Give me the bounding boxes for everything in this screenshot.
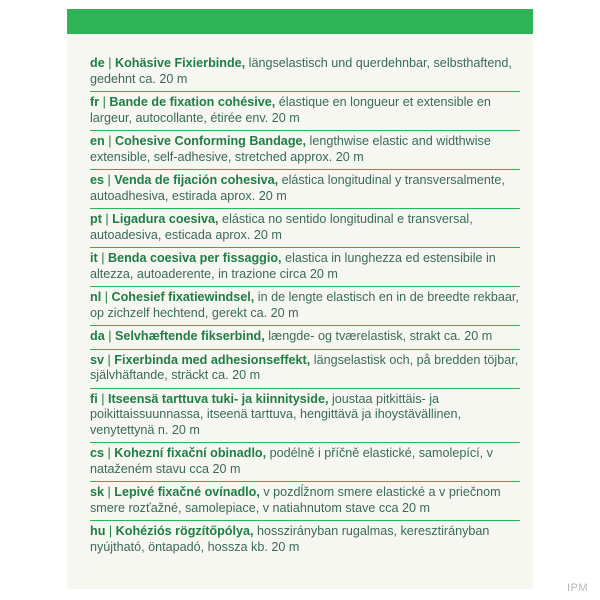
product-name: Kohezní fixační obinadlo, [114,446,267,460]
product-description: joustaa pitkittäis- ja poikittaissuunnassa, itseenä tarttuva, hengittävä ja ihoystävällinen, venytettynä n. 20 m [90,391,462,437]
language-entry-da [90,326,520,350]
product-name: Cohesive Conforming Bandage, [114,134,307,148]
product-description: podélně i příčně elastické, samolepící, v nataženém stavu cca 20 m [90,446,493,476]
product-name: Ligadura coesiva, [112,212,219,226]
language-entry-sk [90,482,520,521]
language-code: nl [90,290,102,304]
product-description: hosszirányban rugalmas, keresztirányban nyújtható, öntapadó, hossza kb. 20 m [90,524,490,554]
watermark: IPM [566,582,588,594]
language-entry-hu [90,521,520,559]
language-entry-it [90,248,520,287]
product-name: Cohesief fixatiewindsel, [111,290,255,304]
language-code: da [90,329,105,343]
green-header-bar [67,9,533,34]
language-code: sk [90,485,105,499]
product-name: Bande de fixation cohésive, [109,95,276,109]
language-entry-es [90,170,520,209]
product-description: in de lengte elastisch en in de breedte rekbaar, op zichzelf hechtend, gerekt ca. 20 m [90,290,519,320]
product-description: elástica longitudinal y transversalmente, autoadhesiva, estirada aprox. 20 m [90,173,505,203]
separator: | [97,251,108,265]
separator: | [105,524,116,538]
language-code: de [90,56,105,70]
product-description: längselastisch und querdehnbar, selbsthaftend, gedehnt ca. 20 m [90,56,512,86]
language-code: fi [90,391,98,406]
product-name: Itseensä tarttuva tuki- ja kiinnityside, [107,391,329,406]
product-description: élastique en longueur et extensible en largeur, autocollante, étirée env. 20 m [90,95,491,125]
language-code: cs [90,446,105,460]
language-code: it [90,251,98,265]
separator: | [101,290,112,304]
separator: | [104,485,115,499]
language-entry-fr [90,92,520,131]
product-description: lengthwise elastic and widthwise extensible, self-adhesive, stretched approx. 20 m [90,134,491,164]
separator: | [104,134,115,148]
product-name: Kohäsive Fixierbinde, [114,56,246,70]
product-description: v pozdĺžnom smere elastické a v priečnom smere rozťažné, samolepiace, v natiahnutom stave cca 20 m [90,485,501,515]
language-entry-sv [90,350,520,389]
language-code: en [90,134,105,148]
language-entry-de [90,53,520,92]
language-entry-fi [90,389,520,444]
product-description: elástica no sentido longitudinal e transversal, autoadesiva, esticada aprox. 20 m [90,212,473,242]
language-code: fr [90,95,100,109]
product-name: Selvhæftende fikserbind, [114,329,265,343]
product-name: Fixerbinda med adhesionseffekt, [114,352,311,367]
separator: | [97,391,108,406]
language-code: sv [90,352,105,367]
separator: | [104,352,115,367]
language-entry-cs [90,443,520,482]
separator: | [101,212,113,226]
language-entry-nl [90,287,520,326]
product-name: Lepivé fixačné ovínadlo, [114,485,260,499]
product-description: elastica in lunghezza ed estensibile in altezza, autoaderente, in trazione circa 20 m [90,251,496,281]
product-name: Kohéziós rögzítőpólya, [115,524,254,538]
separator: | [99,95,110,109]
language-entry-pt [90,209,520,248]
separator: | [104,446,115,460]
language-entry-en [90,131,520,170]
product-name: Benda coesiva per fissaggio, [107,251,282,265]
separator: | [104,329,115,343]
language-code: hu [90,524,106,538]
product-description: längselastisk och, på bredden töjbar, självhäftande, sträckt ca. 20 m [90,352,519,382]
product-name: Venda de fijación cohesiva, [114,173,279,187]
separator: | [104,56,115,70]
language-code: pt [90,212,102,226]
package-panel [67,9,533,589]
product-description: længde- og tværelastisk, strakt ca. 20 m [264,329,493,343]
multilingual-description-list [90,53,520,559]
separator: | [104,173,115,187]
language-code: es [90,173,105,187]
